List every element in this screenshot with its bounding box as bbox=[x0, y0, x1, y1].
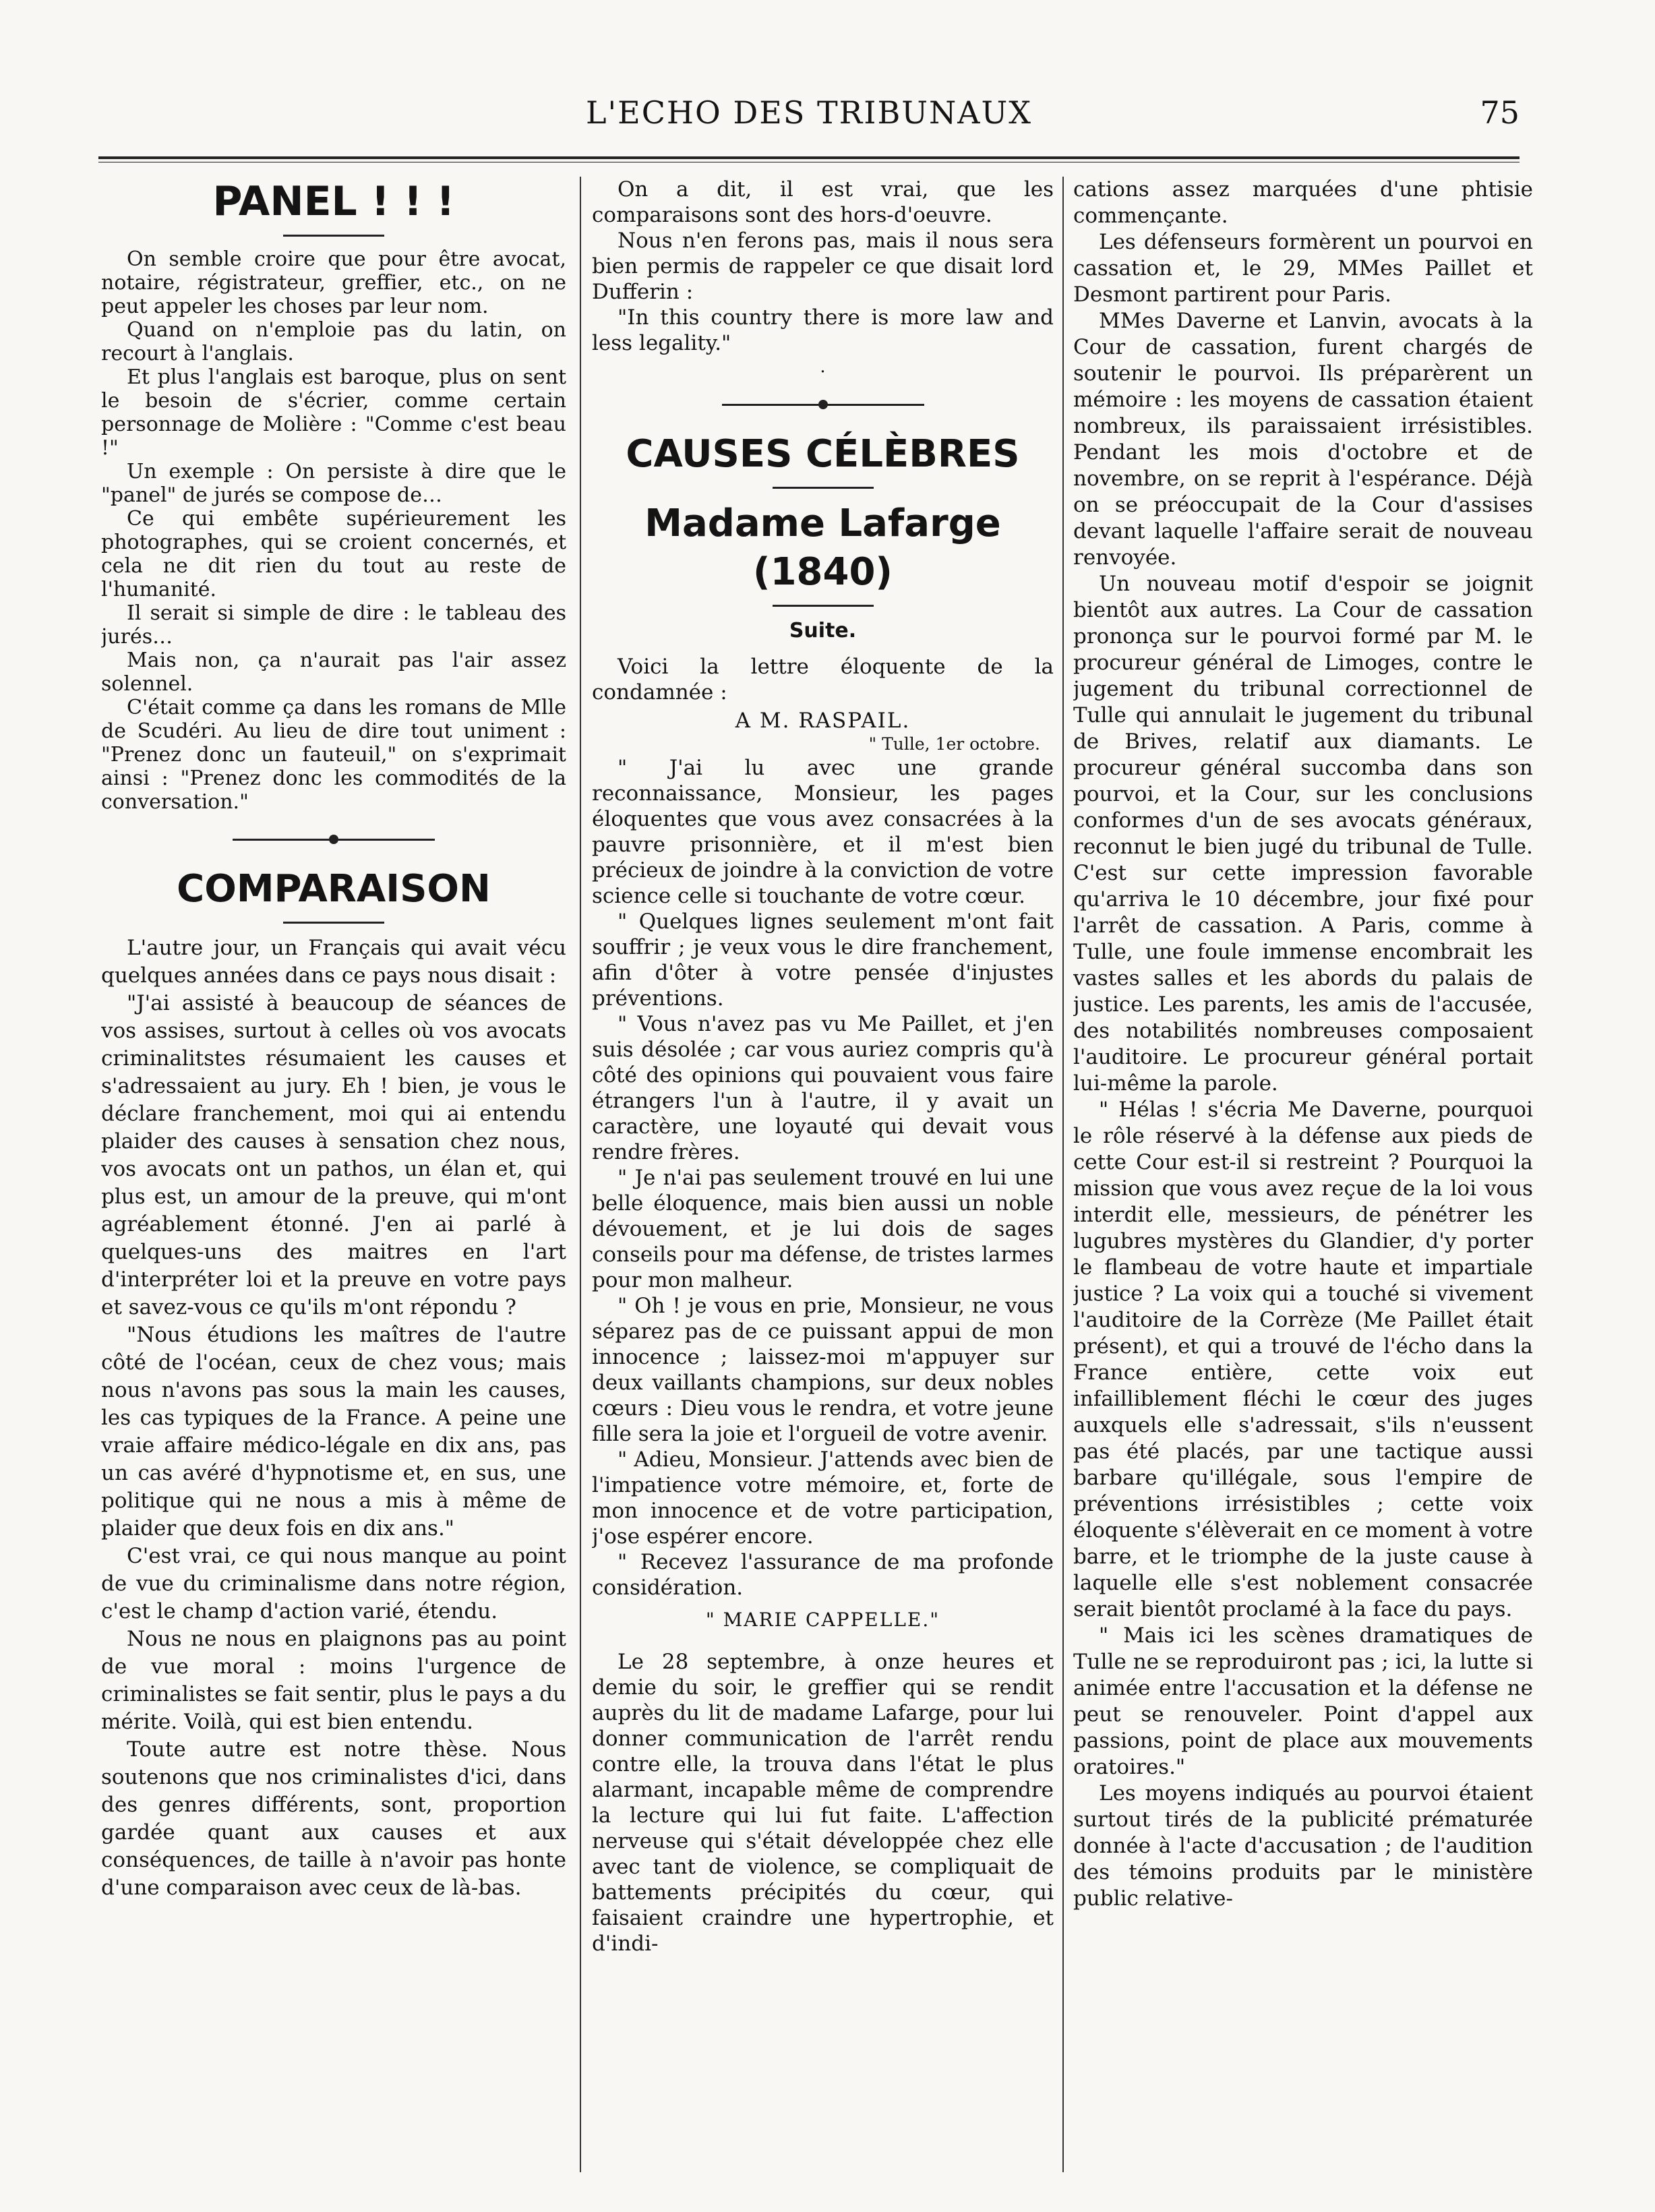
comparaison-continued bbox=[592, 177, 1054, 356]
page-number: 75 bbox=[1480, 94, 1519, 131]
paragraph-continued: cations assez marquées d'une phtisie commençante. bbox=[1073, 177, 1533, 228]
letter-signature: " MARIE CAPPELLE." bbox=[705, 1609, 940, 1631]
article-subtitle: Suite. bbox=[789, 619, 857, 642]
panel-title: PANEL ! ! ! bbox=[212, 178, 455, 225]
paragraph: " J'ai lu avec une grande reconnaissance, Monsieur, les pages éloquentes que vous avez consacrées à la pauvre prisonnière, et il m'est bien précieux de joindre à la conviction de votre science celle si touchante de votre cœur. bbox=[592, 756, 1054, 908]
column-3 bbox=[1073, 177, 1533, 2159]
paragraph: Toute autre est notre thèse. Nous soutenons que nos criminalistes d'ici, dans des genres différents, sont, proportion gardée quant aux causes et aux conséquences, de taille à n'avoir pas honte d'une comparaison avec ceux de là-bas. bbox=[101, 1737, 566, 1900]
paragraph: Les moyens indiqués au pourvoi étaient surtout tirés de la publicité prématurée donnée à l'acte d'accusation ; de l'audition des témoins produits par le ministère public relative- bbox=[1073, 1781, 1533, 1911]
paragraph: " Vous n'avez pas vu Me Paillet, et j'en suis désolée ; car vous auriez compris qu'à côté des opinions qui pouvaient vous faire étrangers l'un à l'autre, il y avait un caractère, une loyauté qui devait vous rendre frères. bbox=[592, 1012, 1054, 1164]
paragraph: On a dit, il est vrai, que les comparaisons sont des hors-d'oeuvre. bbox=[592, 177, 1054, 227]
paragraph: Mais non, ça n'aurait pas l'air assez solennel. bbox=[101, 649, 566, 696]
paragraph: Ce qui embête supérieurement les photographes, qui se croient concernés, et cela ne dit rien du tout au reste de l'humanité. bbox=[101, 507, 566, 601]
paragraph: Les défenseurs formèrent un pourvoi en cassation et, le 29, MMes Paillet et Desmont partirent pour Paris. bbox=[1073, 230, 1533, 307]
paragraph: Le 28 septembre, à onze heures et demie du soir, le greffier qui se rendit auprès du lit de madame Lafarge, pour lui donner communication de l'arrêt rendu contre elle, la trouva dans l'état le plus alarmant, incapable même de comprendre la lecture qui lui fut faite. L'affection nerveuse qui s'était développée chez elle avec tant de violence, se compliquait de battements précipités du cœur, qui faisaient craindre une hypertrophie, et d'indi- bbox=[592, 1650, 1054, 1956]
paragraph: Il serait si simple de dire : le tableau des jurés… bbox=[101, 601, 566, 649]
letter-intro: Voici la lettre éloquente de la condamnée : bbox=[592, 655, 1054, 705]
paragraph: C'est vrai, ce qui nous manque au point de vue du criminalisme dans notre région, c'est le champ d'action varié, étendu. bbox=[101, 1544, 566, 1623]
paragraph: Un exemple : On persiste à dire que le "panel" de jurés se compose de… bbox=[101, 460, 566, 507]
star-mark: · bbox=[820, 362, 826, 382]
paragraph: " Hélas ! s'écria Me Daverne, pourquoi le rôle réservé à la défense aux pieds de cette Cour est-il si restreint ? Pourquoi la mission que vous avez reçue de la loi vous interdit elle, messieurs, de pénétrer les lugubres mystères du Glandier, d'y porter le flambeau de votre haute et impartiale justice ? La voix qui a touché si vivement l'auditoire de la Corrèze (Me Paillet était présent), et qui a trouvé de l'écho dans la France entière, cette voix eut infailliblement fléchi le cœur des juges auxquels elle s'adressait, s'ils n'eussent pas été placés, par une tactique aussi barbare qu'illégale, sous l'empire de préventions irrésistibles ; cette voix éloquente s'élèverait en ce moment à votre barre, et le triomphe de la juste cause à laquelle elle s'est noblement consacrée serait bientôt proclamé à la face du pays. bbox=[1073, 1098, 1533, 1621]
paragraph: "Nous étudions les maîtres de l'autre côté de l'océan, ceux de chez vous; mais nous n'avons pas sous la main les causes, les cas typiques de la France. A peine une vraie affaire médico-légale en dix ans, pas un cas avéré d'hypnotisme et, en sus, une politique qui ne nous a mis à même de plaider que deux fois en dix ans." bbox=[101, 1323, 566, 1541]
paragraph: "In this country there is more law and less legality." bbox=[592, 305, 1054, 355]
column-divider-2 bbox=[1062, 177, 1064, 2172]
paragraph: Un nouveau motif d'espoir se joignit bientôt aux autres. La Cour de cassation prononça sur le pourvoi formé par M. le procureur général de Limoges, contre le jugement du tribunal correctionnel de Tulle qui annulait le jugement du tribunal de Brives, relatif aux diamants. Le procureur général succomba dans son pourvoi, et la Cour, sur les conclusions conformes d'un de ses avocats généraux, reconnut le bien jugé du tribunal de Tulle. C'est sur cette impression favorable qu'arriva le 10 décembre, jour fixé pour l'arrêt de cassation. A Paris, comme à Tulle, une foule immense encombrait les vastes salles et les abords du palais de justice. Les parents, les amis de l'accusée, des notabilités nombreuses composaient l'auditoire. Le procureur général portait lui-même la parole. bbox=[1073, 572, 1533, 1096]
comparaison-article bbox=[101, 934, 566, 1902]
article-title: Madame Lafarge (1840) bbox=[644, 502, 1001, 594]
letter-address: A M. RASPAIL. bbox=[735, 709, 911, 733]
header-rule bbox=[98, 156, 1519, 162]
title-rule bbox=[773, 605, 874, 607]
running-title: L'ECHO DES TRIBUNAUX bbox=[585, 94, 1033, 131]
comparaison-title: COMPARAISON bbox=[177, 867, 491, 911]
title-rule bbox=[283, 922, 384, 924]
paragraph: MMes Daverne et Lanvin, avocats à la Cour de cassation, furent chargés de soutenir le pourvoi. Ils préparèrent un mémoire : les moyens de cassation étaient nombreux, ils paraissaient irrésistibles. Pendant les mois d'octobre et de novembre, on se reprit à l'espérance. Déjà on se préoccupait de la Cour d'assises devant laquelle l'affaire serait de nouveau renvoyée. bbox=[1073, 309, 1533, 570]
letter-date: " Tulle, 1er octobre. bbox=[868, 734, 1040, 754]
paragraph: " Quelques lignes seulement m'ont fait souffrir ; je veux vous le dire franchement, afin d'ôter à votre pensée d'injustes préventions. bbox=[592, 909, 1054, 1011]
paragraph: " Mais ici les scènes dramatiques de Tulle ne se reproduiront pas ; ici, la lutte si animée entre l'accusation et la défense ne peut se renouveler. Point d'appel aux passions, point de place aux mouvements oratoires." bbox=[1073, 1623, 1533, 1779]
page-header bbox=[98, 94, 1519, 142]
paragraph: " Oh ! je vous en prie, Monsieur, ne vous séparez pas de ce puissant appui de mon innocence ; laissez-moi m'appuyer sur deux vaillants champions, sur deux nobles cœurs : Dieu vous le rendra, et votre jeune fille sera la joie et l'orgueil de votre avenir. bbox=[592, 1294, 1054, 1446]
ornament-rule bbox=[233, 831, 435, 847]
paragraph: C'était comme ça dans les romans de Mlle de Scudéri. Au lieu de dire tout uniment : "Prenez donc un fauteuil," on s'exprimait ainsi : "Prenez donc les commodités de la conversation." bbox=[101, 696, 566, 814]
letter-body bbox=[592, 755, 1054, 1601]
title-rule bbox=[773, 487, 874, 489]
paragraph: " Recevez l'assurance de ma profonde considération. bbox=[592, 1550, 1054, 1600]
panel-article bbox=[101, 247, 566, 814]
paragraph: Quand on n'emploie pas du latin, on recourt à l'anglais. bbox=[101, 318, 566, 365]
column-2 bbox=[592, 177, 1054, 2159]
paragraph: "J'ai assisté à beaucoup de séances de vos assises, surtout à celles où vos avocats criminalitstes résumaient les causes et s'adressaient au jury. Eh ! bien, je vous le déclare franchement, moi qui ai entendu plaider des causes à sensation chez nous, vos avocats ont un pathos, un élan et, qui plus est, un amour de la preuve, qui m'ont agréablement étonné. J'en ai parlé à quelques-uns des maitres en l'art d'interpréter loi et la preuve en votre pays et savez-vous ce qu'ils m'ont répondu ? bbox=[101, 991, 566, 1319]
paragraph: Nous ne nous en plaignons pas au point de vue moral : moins l'urgence de criminalistes se fait sentir, plus le pays a du mérite. Voilà, qui est bien entendu. bbox=[101, 1627, 566, 1734]
column-divider-1 bbox=[580, 177, 581, 2172]
section-title: CAUSES CÉLÈBRES bbox=[626, 432, 1020, 476]
column-1 bbox=[101, 177, 566, 2159]
paragraph: " Je n'ai pas seulement trouvé en lui une belle éloquence, mais bien aussi un noble dévouement, et je lui dois de sages conseils pour ma défense, de tristes larmes pour mon malheur. bbox=[592, 1166, 1054, 1292]
paragraph: " Adieu, Monsieur. J'attends avec bien de l'impatience votre mémoire, et, forte de mon innocence et de votre participation, j'ose espérer encore. bbox=[592, 1447, 1054, 1549]
paragraph: Nous n'en ferons pas, mais il nous sera bien permis de rappeler ce que disait lord Dufferin : bbox=[592, 229, 1054, 304]
paragraph: Et plus l'anglais est baroque, plus on sent le besoin de s'écrier, comme certain personnage de Molière : "Comme c'est beau !" bbox=[101, 365, 566, 460]
paragraph: L'autre jour, un Français qui avait vécu quelques années dans ce pays nous disait : bbox=[101, 936, 566, 988]
title-rule bbox=[283, 235, 384, 237]
ornament-rule bbox=[722, 396, 924, 413]
paragraph: On semble croire que pour être avocat, notaire, régistrateur, greffier, etc., on ne peut appeler les choses par leur nom. bbox=[101, 247, 566, 318]
